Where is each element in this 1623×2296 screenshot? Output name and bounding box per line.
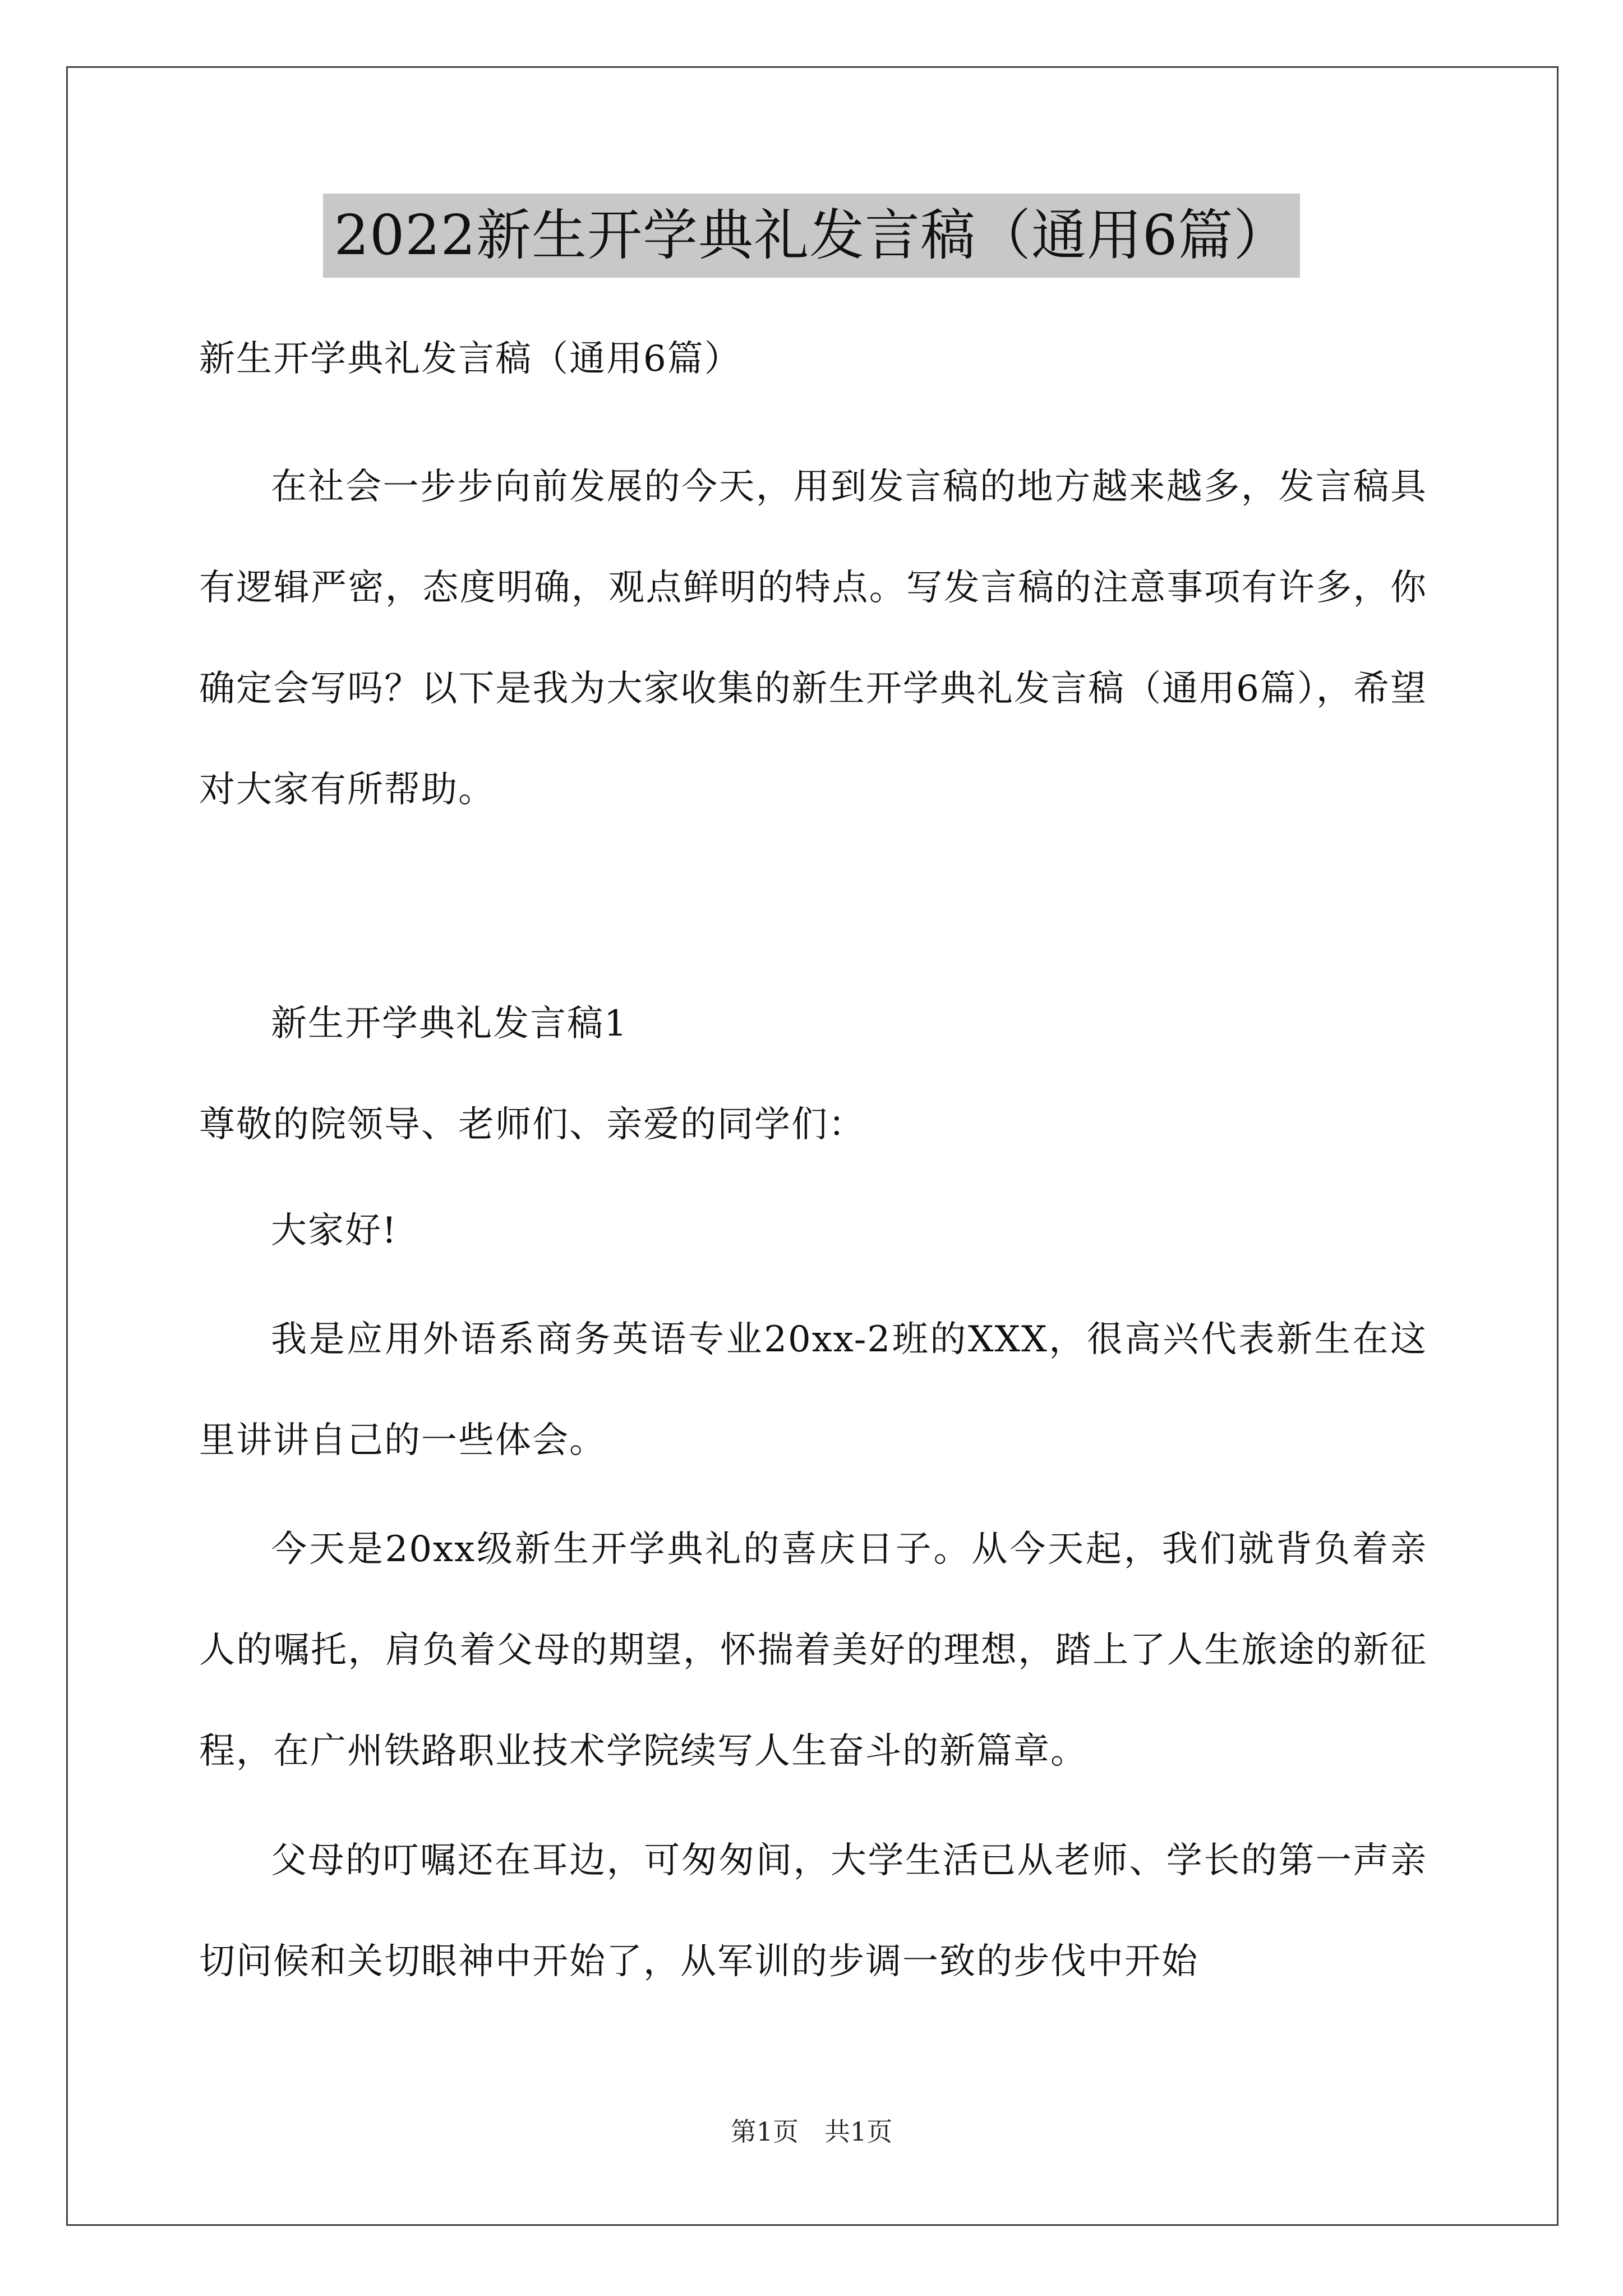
- body-paragraph-1: 我是应用外语系商务英语专业20xx-2班的XXX，很高兴代表新生在这里讲讲自己的一些体会。: [199, 1319, 1427, 1461]
- greeting: 大家好!: [271, 1210, 398, 1251]
- page-footer: 第1页 共1页: [730, 2116, 893, 2147]
- document-subtitle: 新生开学典礼发言稿（通用6篇）: [199, 338, 741, 380]
- intro-paragraph: 在社会一步步向前发展的今天，用到发言稿的地方越来越多，发言稿具有逻辑严密，态度明确，观点鲜明的特点。写发言稿的注意事项有许多，你确定会写吗？以下是我为大家收集的新生开学典礼发言稿（通用6篇），希望对大家有所帮助。: [199, 466, 1427, 811]
- body-paragraph-2: 今天是20xx级新生开学典礼的喜庆日子。从今天起，我们就背负着亲人的嘱托，肩负着父母的期望，怀揣着美好的理想，踏上了人生旅途的新征程，在广州铁路职业技术学院续写人生奋斗的新篇章。: [199, 1529, 1427, 1772]
- section-heading: 新生开学典礼发言稿1: [271, 1003, 628, 1045]
- document-title: 2022新生开学典礼发言稿（通用6篇）: [323, 194, 1301, 278]
- salutation: 尊敬的院领导、老师们、亲爱的同学们：: [199, 1104, 865, 1145]
- body-paragraph-3: 父母的叮嘱还在耳边，可匆匆间，大学生活已从老师、学长的第一声亲切问候和关切眼神中开始了，从军训的步调一致的步伐中开始: [199, 1840, 1427, 1982]
- title-container: [0, 194, 1623, 278]
